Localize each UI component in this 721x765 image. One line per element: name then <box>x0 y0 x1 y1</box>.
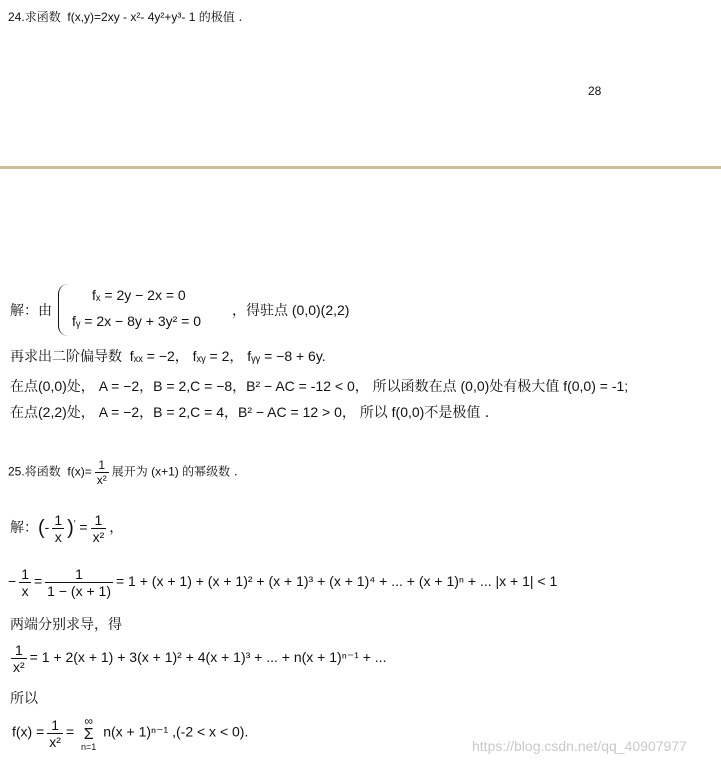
problem24-statement <box>8 8 242 25</box>
series-rhs: = 1 + (x + 1) + (x + 1)² + (x + 1)³ + (x + 1)⁴ + ... + (x + 1)ⁿ + ... |x + 1| < 1 <box>115 573 558 590</box>
line-b-values: A = −2，B = 2,C = 4，B² − AC = 12 > 0， <box>98 404 356 420</box>
final-result-line <box>12 714 248 752</box>
deriv-inner-fraction <box>52 512 64 545</box>
analysis-line-22 <box>10 402 489 422</box>
problem25-label: 25. <box>8 464 25 479</box>
deriv-rhs-num: 1 <box>94 512 103 528</box>
diff-rhs: = 1 + 2(x + 1) + 3(x + 1)² + 4(x + 1)³ + ... + n(x + 1)ⁿ⁻¹ + ... <box>29 649 387 666</box>
sum-lower-limit: n=1 <box>81 742 97 752</box>
stationary-text: ，得驻点 <box>232 303 288 319</box>
problem25-fraction <box>95 458 109 487</box>
line-a-conclusion-2: 处有极大值 <box>489 379 560 395</box>
geometric-series-line <box>8 566 557 599</box>
deriv-eq: = <box>79 519 88 536</box>
line-b-point: (2,2) <box>38 404 67 420</box>
diff-lhs-den: x² <box>13 659 25 675</box>
problem24-task: 的极值 . <box>198 10 243 24</box>
series-lhs-den: x <box>19 582 31 599</box>
page-number: 28 <box>588 84 602 98</box>
line-b-prefix: 在点 <box>10 405 38 421</box>
fxy-value: fₓᵧ = 2， <box>192 348 244 364</box>
problem25-intro: 将函数 <box>24 464 61 479</box>
second-derivative-line <box>10 346 326 366</box>
deriv-tail: ， <box>109 520 124 537</box>
problem25-center: (x+1) <box>151 464 179 479</box>
final-fraction <box>47 717 63 750</box>
problem25-statement <box>8 458 238 487</box>
line-a-prefix: 在点 <box>10 379 38 395</box>
problem24-intro: 求函数 <box>24 10 61 24</box>
series-eq: = <box>33 573 43 590</box>
problem25-task: 展开为 <box>111 464 148 479</box>
problem24-function: f(x,y)=2xy - x²- 4y²+y³- 1 <box>67 10 196 24</box>
solution25-derivative-line: 解：(- $\frac{1}{x}$ )′ = $\frac{1}{\text{x²}}$ ， <box>10 512 124 545</box>
stationary-points: (0,0)(2,2) <box>291 302 350 318</box>
series-mid-fraction <box>45 566 113 599</box>
series-lhs-num: 1 <box>21 566 29 582</box>
watermark-url: https://blog.csdn.net/qq_40907977 <box>472 738 687 754</box>
line-b-conclusion-2: 不是极值 . <box>424 405 490 421</box>
problem24-label: 24. <box>8 10 25 24</box>
page-divider <box>0 166 721 169</box>
line-b-mid: 处， <box>66 405 95 421</box>
deriv-rhs-fraction <box>91 512 107 545</box>
series-lhs-sign: − <box>8 573 17 590</box>
final-lhs: f(x) = <box>12 723 45 740</box>
summation-symbol <box>81 714 96 752</box>
sum-upper-limit: ∞ <box>84 714 93 728</box>
line-a-mid: 处， <box>66 379 95 395</box>
problem25-task-end: 的幂级数 . <box>182 464 238 479</box>
diff-lhs-num: 1 <box>14 642 23 658</box>
local-max-value: f(0,0) = -1; <box>563 378 629 394</box>
fyy-value: fᵧᵧ = −8 + 6y. <box>247 348 326 364</box>
second-deriv-intro: 再求出二阶偏导数 <box>10 349 122 365</box>
equation-fy: fᵧ = 2x − 8y + 3y² = 0 <box>72 313 202 329</box>
differentiated-series-line <box>8 642 386 675</box>
line-b-conclusion-1: 所以 <box>359 405 388 421</box>
deriv-inner-den: x <box>52 528 64 545</box>
problem25-frac-num: 1 <box>98 458 106 472</box>
final-eq: = <box>65 723 75 740</box>
line-a-conclusion-point: (0,0) <box>460 378 490 394</box>
line-a-values: A = −2，B = 2,C = −8，B² − AC = -12 < 0， <box>98 378 369 394</box>
final-num: 1 <box>51 716 60 733</box>
line-b-conclusion-point: f(0,0) <box>391 404 425 420</box>
problem25-fx: f(x)= <box>67 464 92 479</box>
deriv-prime: ′ <box>73 518 76 529</box>
line-a-point: (0,0) <box>38 378 67 394</box>
equation-fx: fₓ = 2y − 2x = 0 <box>92 287 186 303</box>
series-mid-num: 1 <box>75 566 83 582</box>
solution24-label: 解：由 <box>10 303 52 319</box>
deriv-sign: - <box>44 519 50 536</box>
fxx-value: fₓₓ = −2， <box>129 348 189 364</box>
diff-lhs-fraction <box>11 642 27 675</box>
final-rhs: n(x + 1)ⁿ⁻¹ ,(-2 < x < 0). <box>103 723 249 740</box>
stationary-line <box>232 300 349 320</box>
line-a-conclusion-1: 所以函数在点 <box>372 379 457 395</box>
equation-system-brace <box>58 284 69 336</box>
so-text: 所以 <box>10 691 38 707</box>
final-den: x² <box>49 733 61 750</box>
deriv-rhs-den: x² <box>92 529 105 545</box>
differentiate-text: 两端分别求导，得 <box>10 617 122 633</box>
deriv-inner-num: 1 <box>54 512 63 528</box>
series-mid-den: 1 − (x + 1) <box>47 583 111 599</box>
problem25-frac-den: x² <box>96 473 107 487</box>
analysis-line-00 <box>10 376 628 396</box>
series-lhs-fraction <box>19 566 31 599</box>
sum-sigma: Σ <box>83 726 94 743</box>
solution25-label: 解： <box>10 520 38 537</box>
